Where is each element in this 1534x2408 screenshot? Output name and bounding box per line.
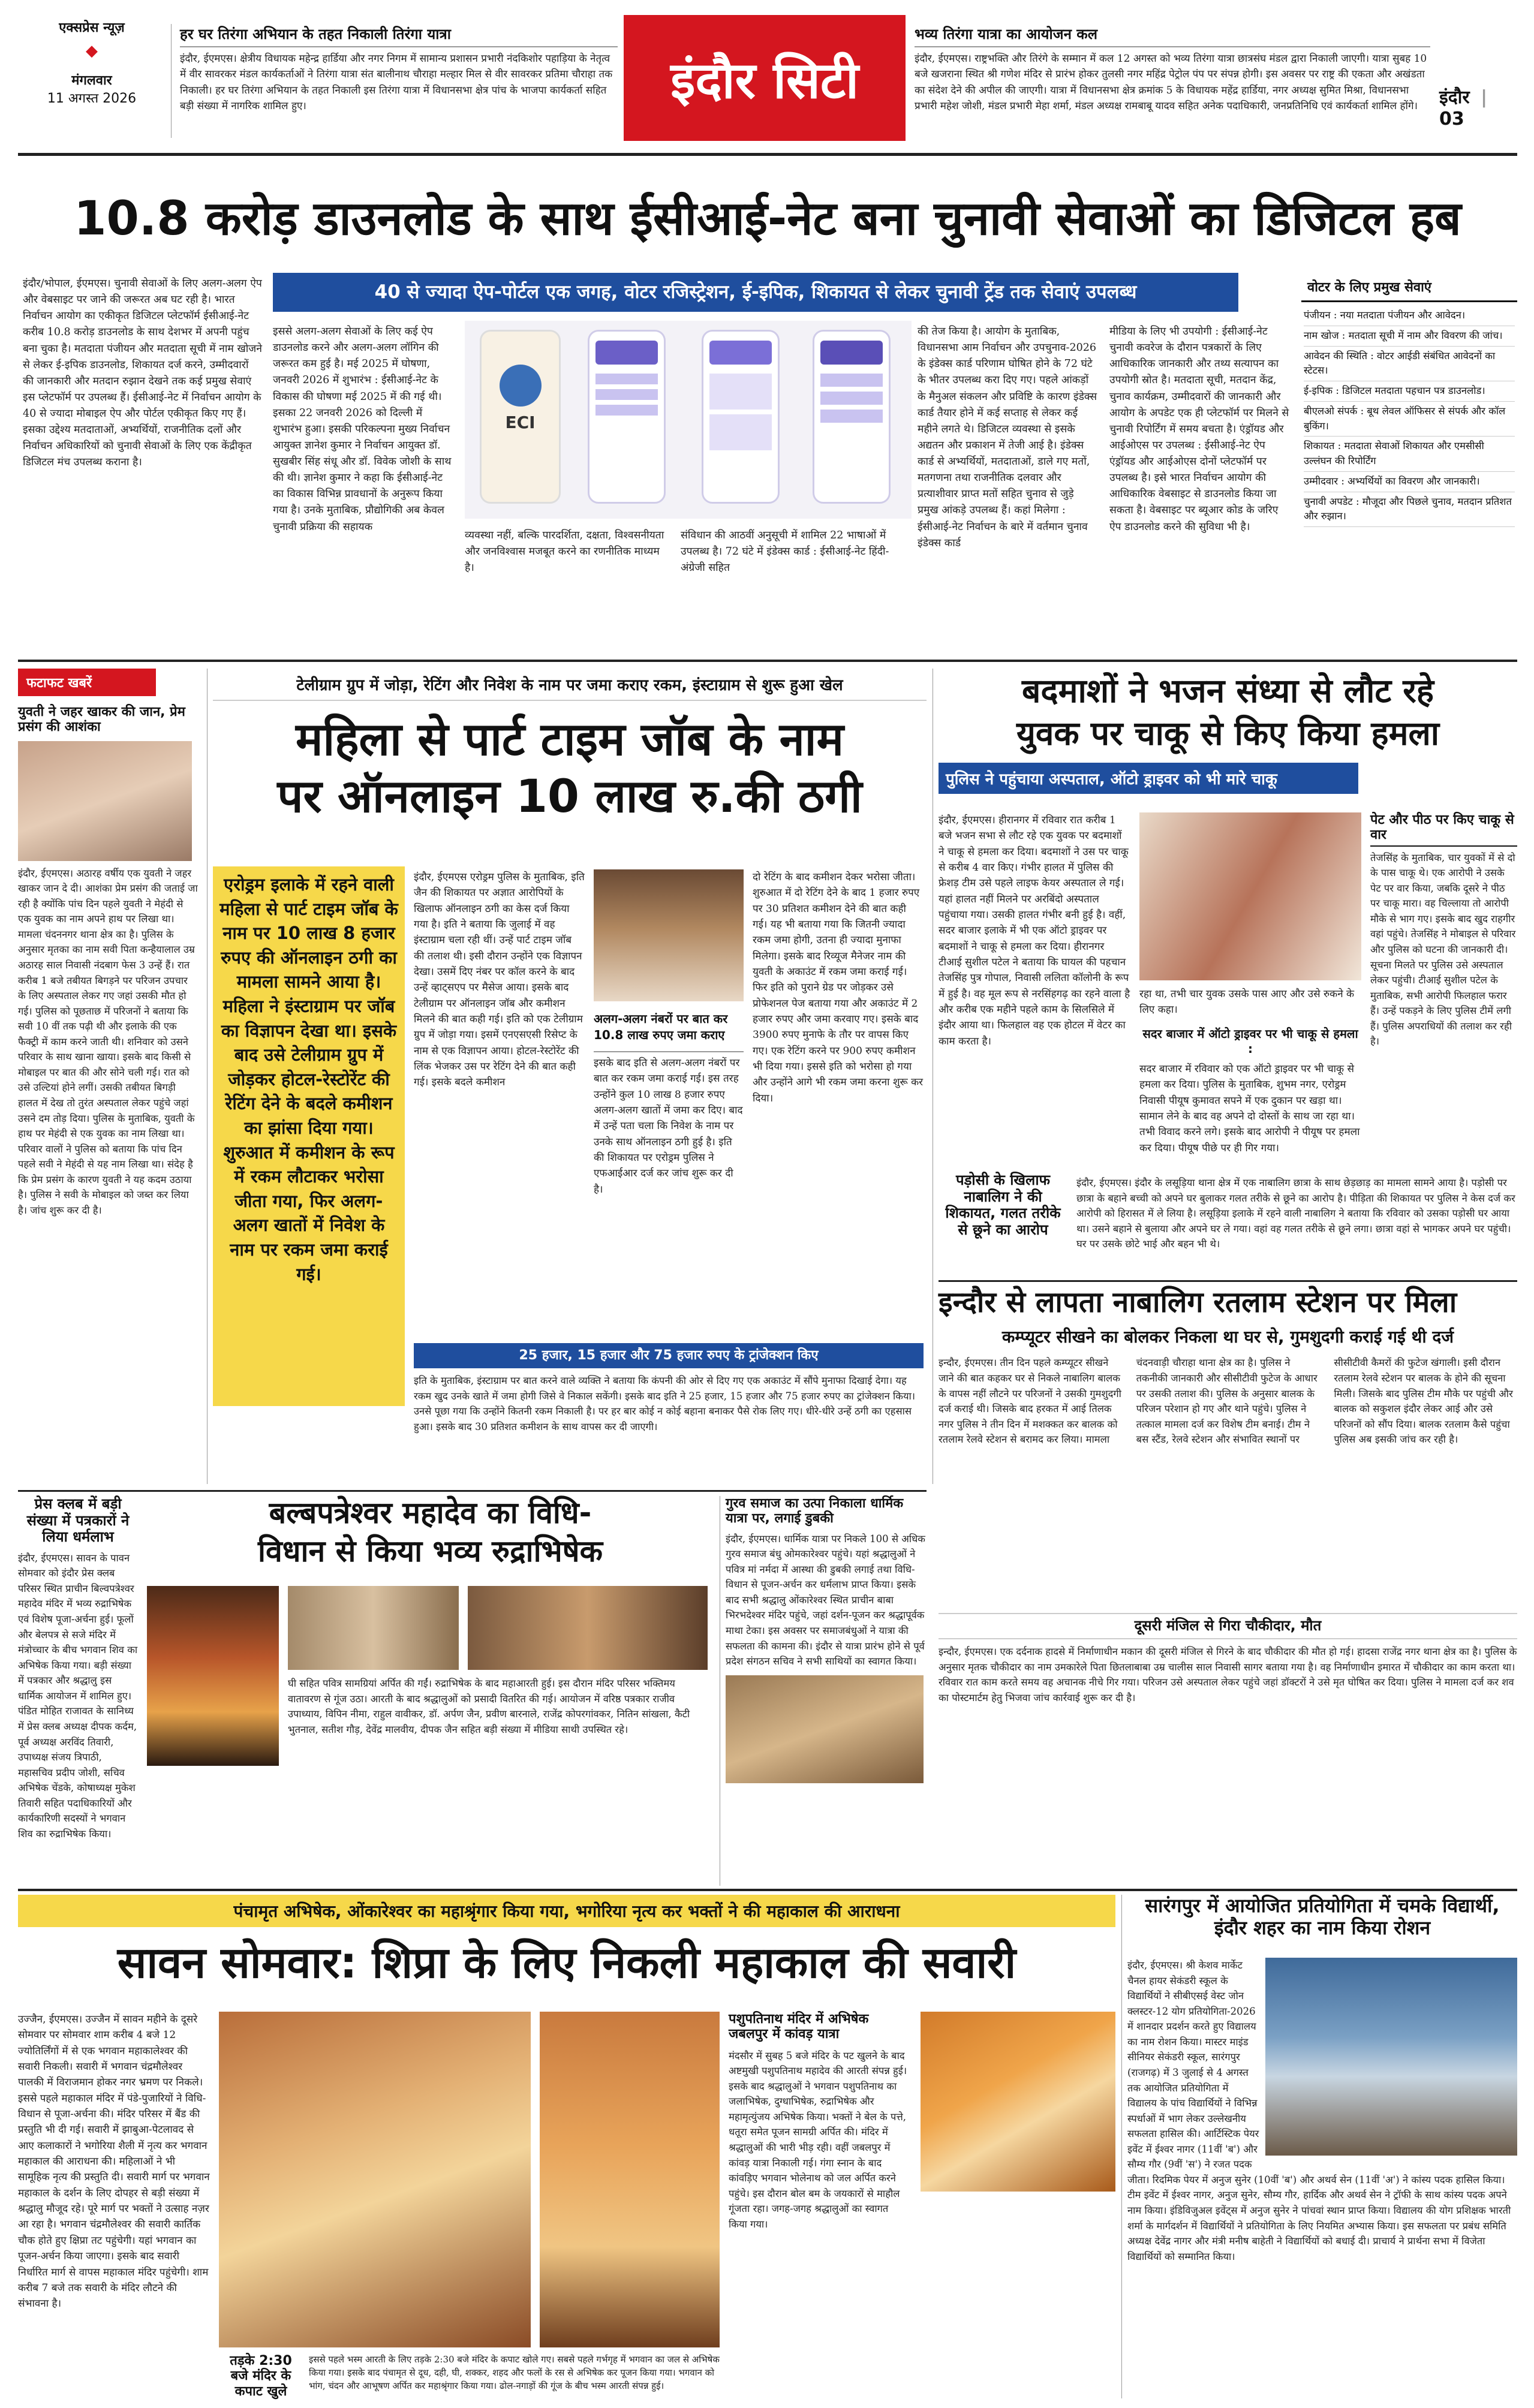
fraud-story	[213, 669, 927, 1484]
brief-title: भव्य तिरंगा यात्रा का आयोजन कल	[915, 24, 1430, 47]
fatafat-photo	[18, 741, 192, 861]
fatafat-text: इंदौर, ईएमएस। अठारह वर्षीय एक युवती ने जहर खाकर जान दे दी। आशंका प्रेम प्रसंग की जताई जा रही है क्योंकि पांच दिन पहले युवती ने मेहंदी से एक युवक का नाम अपने हाथ पर लिखा था। मामला चंदननगर थाना क्षेत्र का है। पुलिस के अनुसार मृतका का नाम सवी पिता कन्हैयालाल उम्र अठारह साल निवासी नंदबाग फेस 3 उन्हें हैं। रात करीब 1 बजे तबीयत बिगड़ने पर परिजन उपचार के लिए अस्पताल लेकर गए जहां उसकी मौत हो गई। पुलिस को पूछताछ में परिजनों ने बताया कि सवी 10 वीं तक पढ़ी थी और इलाके की एक फैक्ट्री में काम करने जाती थी। शनिवार को उसने परिवार के साथ खाना खाया। इसके बाद किसी से मोबाइल पर बात की और सोने चली गई। रात को उसे उल्टियां होने लगीं। उसकी तबीयत बिगड़ी हालत में देख तो तुरंत अस्पताल लेकर पहुंचे जहां उसने दम तोड़ दिया। पुलिस के मुताबिक, युवती के हाथ पर मेहंदी से एक युवक का नाम लिखा था। परिवार वालों ने पुलिस को बताया कि पांच दिन पहले सवी ने मेहंदी से यह नाम लिखा था। संदेह है कि प्रेम प्रसंग के कारण युवती ने यह कदम उठाया है। पुलिस ने सवी के मोबाइल को जब्त कर लिया है। जांच शुरू कर दी है।	[18, 867, 198, 1216]
mahakal-photo-1	[219, 2012, 531, 2347]
sarangpur-text: इंदौर, ईएमएस। श्री केशव मार्केट चैनल हायर सेकंडरी स्कूल के विद्यार्थियों ने सीबीएसई वेस्ट जोन क्लस्टर-12 योग प्रतियोगिता-2026 में शानदार प्रदर्शन करते हुए विद्यालय का नाम रोशन किया। मास्टर माइंड सीनियर सेकंडरी स्कूल, सारंगपुर (राजगढ़) में 3 जुलाई से 4 अगस्त तक आयोजित प्रतियोगिता में विद्यालय के पांच विद्यार्थियों ने विभिन्न स्पर्धाओं में भाग लेकर उल्लेखनीय सफलता हासिल की। आर्टिस्टिक पेयर इवेंट में ईश्वर नागर (11वीं 'ब') और सौम्य गौर (9वीं 'स') ने रजत पदक जीता। रिदमिक पेयर में अनुज सुनेर (10वीं 'ब') और अथर्व सेन (11वीं 'अ') ने कांस्य पदक हासिल किया। टीम इवेंट में ईश्वर नागर, अनुज सुनेर, सौम्य गौर, हार्दिक और अथर्व सेन ने ट्रॉफी के साथ कांस्य पदक अपने नाम किया। इंडिविजुअल इवेंट्स में अनुज सुनेर ने पांचवां स्थान प्राप्त किया। विद्यालय की योग प्रशिक्षक भारती शर्मा के मार्गदर्शन में विद्यार्थियों ने प्रतियोगिता के लिए नियमित अभ्यास किया। इस सफलता पर प्रबंध समिति अध्यक्ष देवेंद्र नागर और मंत्री मनीष बाहेती ने विद्यार्थियों को बधाई दी। प्राचार्य ने प्रार्थना सभा में विजेता विद्यार्थियों को सम्मानित किया।	[1127, 1959, 1511, 2262]
stab-col3: सदर बाजार में रविवार को एक ऑटो ड्राइवर पर भी चाकू से हमला कर दिया। पुलिस के मुताबिक, शुभम नगर, एरोड्रम निवासी पीयूष कुमावत सपने में एक दुकान पर खड़ा था। सामान लेने के बाद वह अपने दो दोस्तों के साथ जा रहा था। तभी विवाद करने लगे। इसके बाद आरोपी ने पीयूष पर हमला कर दिया। पीयूष पीछे पर ही गिर गया।	[1139, 1063, 1360, 1154]
fraud-col3: इसके बाद इति से अलग-अलग नंबरों पर बात कर रकम जमा कराई गई। इस तरह उन्होंने कुल 10 लाख 8 हजार रुपए अलग-अलग खातों में जमा कर दिए। बाद में उन्हें पता चला कि निवेश के नाम पर उनके साथ ऑनलाइन ठगी हुई है। इति की शिकायत पर एरोड्रम पुलिस ने एफआईआर दर्ज कर जांच शुरू कर दी है।	[594, 1057, 743, 1196]
fraud-bar-text: इति के मुताबिक, इंस्टाग्राम पर बात करने वाले व्यक्ति ने बताया कि कंपनी की ओर से दिए गए एक अकाउंट में सौंपे मुनाफा दिखाई देगा। यह रकम खुद उनके खाते में जमा होगी जिसे वे निकाल सकेंगी। इसके बाद इति ने 25 हजार, 15 हजार और 75 हजार रुपए का ट्रांजेक्शन किया। उनसे पूछा गया कि उन्होंने कितनी रकम निकाली है। पर हर बार कोई न कोई बहाना बनाकर पैसे रोक लिए गए। धीरे-धीरे उन्हें ठगी का एहसास हुआ। इसके बाद 30 प्रतिशत कमीशन के साथ वापस कर दी जाएगी।	[414, 1375, 916, 1432]
phone-screen	[813, 330, 891, 504]
sarangpur-headline: सारंगपुर में आयोजित प्रतियोगिता में चमके विद्यार्थी, इंदौर शहर का नाम किया रोशन	[1145, 1894, 1500, 1939]
voter-service-item: आवेदन की स्थिति : वोटर आईडी संबंधित आवेदनों का स्टेटस।	[1304, 347, 1515, 382]
fraud-headline-2: पर ऑनलाइन 10 लाख रु.की ठगी	[277, 769, 862, 823]
stab-side-text: तेजसिंह के मुताबिक, चार युवकों में से दो के पास चाकू थे। एक आरोपी ने उसके पेट पर वार किया, जबकि दूसरे ने पीठ पर चाकू मारा। वह चिल्लाया तो आरोपी मौके से भाग गए। इसके बाद खुद राहगीर वहां पहुंचे। तेजसिंह ने मोबाइल से परिवार और पुलिस को घटना की जानकारी दी। सूचना मिलते पर पुलिस उसे अस्पताल लेकर पहुंची। टीआई सुशील पटेल के मुताबिक, सभी आरोपी फिलहाल फरार हैं। उन्हें पकड़ने के लिए पुलिस टीमें लगी हैं। पुलिस अपराधियों की तलाश कर रही है।	[1370, 851, 1516, 1048]
mahakal-story	[18, 1895, 1115, 2398]
stab-subhead: पुलिस ने पहुंचाया अस्पताल, ऑटो ड्राइवर को भी मारे चाकू	[939, 763, 1358, 794]
pashupati-photo	[921, 2012, 1115, 2192]
voter-service-item: पंजीयन : नया मतदाता पंजीयन और आवेदन।	[1304, 306, 1515, 326]
section-title: इंदौर सिटी	[670, 50, 859, 110]
voter-service-item: उम्मीदवार : अभ्यर्थियों का विवरण और जानकारी।	[1304, 472, 1515, 492]
brand-dots-icon: ◆	[86, 42, 98, 60]
guru-title: गुरव समाज का उत्पा निकाला धार्मिक यात्रा पर, लगाई डुबकी	[726, 1496, 904, 1527]
eci-col1: इंदौर/भोपाल, ईएमएस। चुनावी सेवाओं के लिए अलग-अलग ऐप और वेबसाइट पर जाने की जरूरत अब घट रही है। भारत निर्वाचन आयोग का एकीकृत डिजिटल प्लेटफॉर्म ईसीआई-नेट करीब 10.8 करोड़ डाउनलोड के साथ देशभर में अपनी पहुंच बना चुका है। मतदाता पंजीयन और मतदाता सूची में नाम खोजने से लेकर ई-इपिक डाउनलोड, शिकायत दर्ज करने, उम्मीदवारों की जानकारी और मतदान रुझान देखने तक कई प्रमुख सेवाएं इस प्लेटफॉर्म पर उपलब्ध हैं। ईसीआई-नेट में निर्वाचन आयोग के 40 से ज्यादा मोबाइल ऐप और पोर्टल एकीकृत किए गए हैं। इसका उद्देश्य मतदाताओं, अभ्यर्थियों, राजनीतिक दलों और निर्वाचन अधिकारियों को चुनावी सेवाओं के लिए एक केंद्रीकृत डिजिटल मंच उपलब्ध कराना है।	[23, 278, 262, 469]
eci-app-screens	[465, 321, 912, 519]
eci-col4: संविधान की आठवीं अनुसूची में शामिल 22 भाषाओं में उपलब्ध है। 72 घंटे में इंडेक्स कार्ड : ईसीआई-नेट हिंदी-अंग्रेजी सहित	[681, 529, 889, 574]
phone-screen	[702, 330, 780, 504]
fraud-col1: इंदौर, ईएमएस एरोड्रम पुलिस के मुताबिक, इति जैन की शिकायत पर अज्ञात आरोपियों के खिलाफ ऑनलाइन ठगी का केस दर्ज किया गया है। इति ने बताया कि जुलाई में वह इंस्टाग्राम चला रही थीं। उन्हें पार्ट टाइम जॉब की तलाश थी। इसी दौरान उन्होंने एक विज्ञापन देखा। उसमें दिए नंबर पर कॉल करने के बाद उन्हें व्हाट्सएप पर मैसेज आया। इसके बाद टेलीग्राम पर ऑनलाइन जॉब और कमीशन मिलने की बात कही गई। इति को एक टेलीग्राम ग्रुप में जोड़ा गया। इसमें एनएसएसी रिसेप्ट के नाम से एक विज्ञापन आया। होटल-रेस्टोरेंट की लिंक भेजकर उस पर रेटिंग देने की बात कही गई। इसके बदले कमीशन	[414, 871, 585, 1089]
voter-services-box	[1301, 273, 1517, 651]
fall-title: दूसरी मंजिल से गिरा चौकीदार, मौत	[939, 1613, 1517, 1639]
stab-subhead-2: सदर बाजार में ऑटो ड्राइवर पर भी चाकू से हमला :	[1142, 1027, 1358, 1056]
mahakal-timing-text: इससे पहले भस्म आरती के लिए तड़के 2:30 बजे मंदिर के कपाट खोले गए। सबसे पहले गर्भगृह में भगवान का जल से अभिषेक किया गया। इसके बाद पंचामृत से दूध, दही, घी, शक्कर, शहद और फलों के रस से अभिषेक कर पूजन किया गया। भगवान को भांग, चंदन और आभूषण अर्पित कर महाश्रृंगार किया गया। ढोल-नगाड़ों की गूंज के बीच भस्म आरती संपन्न हुई।	[309, 2354, 720, 2391]
mahakal-kicker: पंचामृत अभिषेक, ओंकारेश्वर का महाश्रृंगार किया गया, भगोरिया नृत्य कर भक्तों ने की महाकाल की आराधना	[18, 1895, 1115, 1927]
stab-col1: इंदौर, ईएमएस। हीरानगर में रविवार रात करीब 1 बजे भजन सभा से लौट रहे एक युवक पर बदमाशों ने चाकू से हमला कर दिया। बदमाशों ने उस पर चाकू से करीब 4 वार किए। गंभीर हालत में पुलिस की फ्रेशड़ टीम उसे पहले लाइफ केयर अस्पताल ले गई। यहां हालत नहीं मिलने पर अरबिंदो अस्पताल पहुंचाया गया। उसकी हालत गंभीर बनी हुई है। वहीं, सदर बाजार इलाके में भी एक ऑटो ड्राइवर पर बदमाशों ने चाकू से हमला कर दिया। हीरानगर टीआई सुशील पटेल ने बताया कि घायल की पहचान तेजसिंह पुत्र गोपाल, निवासी ललिता कॉलोनी के रूप में हुई है। वह मूल रूप से नरसिंहगढ़ का रहने वाला है और करीब एक महीने पहले काम के सिलसिले में इंदौर आया था। फिलहाल वह एक होटल में वेटर का काम करता है।	[939, 814, 1130, 1048]
mahakal-headline: सावन सोमवार: शिप्रा के लिए निकली महाकाल की सवारी	[117, 1937, 1016, 1988]
voter-service-item: बीएलओ संपर्क : बूथ लेवल ऑफिसर से संपर्क और कॉल बुकिंग।	[1304, 402, 1515, 437]
fraud-subhead: अलग-अलग नंबरों पर बात कर 10.8 लाख रुपए जमा कराए	[594, 1010, 744, 1052]
voter-service-item: शिकायत : मतदाता सेवाओं शिकायत और एमसीसी उल्लंघन की रिपोर्टिंग	[1304, 437, 1515, 472]
fraud-bar: 25 हजार, 15 हजार और 75 हजार रुपए के ट्रांजेक्शन किए	[414, 1343, 924, 1368]
section-title-box	[624, 15, 906, 141]
fraud-headline-1: महिला से पार्ट टाइम जॉब के नाम	[296, 712, 844, 766]
issue-day: मंगलवार	[71, 73, 112, 88]
brand-name: एक्सप्रेस न्यूज़	[59, 20, 125, 35]
rudra-headline-2: विधान से किया भव्य रुद्राभिषेक	[258, 1533, 603, 1569]
missing-story	[939, 1286, 1517, 1886]
fatafat-column	[18, 669, 198, 1484]
voter-service-item: ई-इपिक : डिजिटल मतदाता पहचान पत्र डाउनलोड।	[1304, 381, 1515, 402]
rudra-photo-1	[147, 1586, 279, 1766]
eci-col2: इससे अलग-अलग सेवाओं के लिए कई ऐप डाउनलोड करने और अलग-अलग लॉगिन की जरूरत कम हुई है। मई 2025 में घोषणा, जनवरी 2026 में शुभारंभ : ईसीआई-नेट के विकास की घोषणा मई 2025 में की गई थी। इसका 22 जनवरी 2026 को दिल्ली में शुभारंभ हुआ। इसकी परिकल्पना मुख्य निर्वाचन आयुक्त ज्ञानेश कुमार ने निर्वाचन आयुक्त डॉ. सुखबीर सिंह संधू और डॉ. विवेक जोशी के साथ की थी। ज्ञानेश कुमार ने कहा कि ईसीआई-नेट का विकास विभिन्न प्रावधानों के अनुरूप किया गया है। उनके मुताबिक, प्रौद्योगिकी अब केवल चुनावी प्रक्रिया की सहायक	[273, 326, 452, 533]
guru-text: इंदौर, ईएमएस। धार्मिक यात्रा पर निकले 100 से अधिक गुरव समाज बंधु ओमकारेश्वर पहुंचे। यहां श्रद्धालुओं ने पवित्र मां नर्मदा में आस्था की डुबकी लगाई तथा विधि-विधान से पूजन-अर्चन कर धर्मलाभ प्राप्त किया। इसके बाद सभी श्रद्धालु ओंकारेश्वर स्थित प्राचीन बाबा भिरभदेश्वर मंदिर पहुंचे, जहां दर्शन-पूजन कर श्रद्धापूर्वक माथा टेका। इस अवसर पर समाजबंधुओं ने यात्रा की सफलता की कामना की। इंदौर से यात्रा प्रारंभ होने से पूर्व प्रदेश संगठन सचिव ने सभी साथियों का स्वागत किया।	[726, 1533, 925, 1667]
brief-text: इंदौर, ईएमएस। राष्ट्रभक्ति और तिरंगे के सम्मान में कल 12 अगस्त को भव्य तिरंगा यात्रा छात्रसंघ मंडल द्वारा निकाली जाएगी। यात्रा सुबह 10 बजे खजराना स्थित श्री गणेश मंदिर से प्रारंभ होकर तुलसी नगर महिंद्र पेट्रोल पंप पर संपन्न होगी। इस अवसर पर राष्ट्र की एकता और अखंडता का संदेश देने की अपील की जाएगी। यात्रा में विधानसभा क्षेत्र क्रमांक 5 के विधायक महेंद्र हार्डिया, नगर अध्यक्ष सुमित मिश्रा, विधानसभा प्रभारी महेश जोशी, मंडल प्रभारी मेहा शर्मा, मंडल अध्यक्ष रामबाबू यादव सहित अनेक पदाधिकारी, जनप्रतिनिधि एवं कार्यकर्ता शामिल होंगे।	[915, 53, 1427, 113]
brand-block	[23, 18, 161, 138]
voter-services-title: वोटर के लिए प्रमुख सेवाएं	[1301, 273, 1517, 302]
page-number: 03	[1439, 109, 1464, 130]
fraud-kicker: टेलीग्राम ग्रुप में जोड़ा, रेटिंग और निवेश के नाम पर जमा कराए रकम, इंस्टाग्राम से शुरू हुआ खेल	[213, 669, 927, 701]
stab-col2: रहा था, तभी चार युवक उसके पास आए और उसे रुकने के लिए कहा।	[1139, 988, 1355, 1016]
stab-side-title: पेट और पीठ पर किए चाकू से वार	[1370, 812, 1517, 847]
issue-date: 11 अगस्त 2026	[47, 91, 137, 106]
page-marker: इंदौर | 03	[1439, 87, 1488, 130]
city-label: इंदौर	[1439, 87, 1470, 108]
brief-tiranga	[180, 24, 618, 144]
fraud-col2: दो रेटिंग के बाद कमीशन देकर भरोसा जीता। शुरुआत में दो रेटिंग देने के बाद 1 हजार रुपए पर 30 प्रतिशत कमीशन देने की बात कही गई। यह भी बताया गया कि जितनी ज्यादा रकम जमा होगी, उतना ही ज्यादा मुनाफा मिलेगा। इसके बाद रिव्यूज मैनेजर नाम की युवती के अकाउंट में रकम जमा कराई गई। फिर इति को पुराने ग्रेड पर जोड़कर उसे प्रोफेशनल पेज बताया गया और अकाउंट में 2 हजार रुपए और जमा करवाए गए। इसके बाद 3900 रुपए मुनाफे के तौर पर वापस किए गए। एक रेटिंग करने पर 900 रुपए कमीशन भी दिया गया। इससे इति को भरोसा हो गया और उन्होंने आगे भी रकम जमा करना शुरू कर दिया।	[753, 871, 924, 1104]
rudra-text: घी सहित पवित्र सामग्रियां अर्पित की गईं। रुद्राभिषेक के बाद महाआरती हुई। इस दौरान मंदिर परिसर भक्तिमय वातावरण से गूंज उठा। आरती के बाद श्रद्धालुओं को प्रसादी वितरित की गई। आयोजन में वरिष्ठ पत्रकार राजीव उपाध्याय, विपिन नीमा, राहुल वावीकर, डॉ. अर्पण जैन, प्रवीण बारनाले, राजेंद्र कोपरगांवकर, नितिन सांखला, कैटी भुतनाल, सतीश गौड़, देवेंद्र मालवीय, दीपक जैन सहित बड़ी संख्या में मीडिया साथी उपस्थित रहे।	[288, 1678, 690, 1735]
fraud-photo	[594, 869, 744, 1001]
phone-screen	[588, 330, 666, 504]
guru-photo	[726, 1675, 924, 1783]
stab-photo	[1139, 812, 1361, 980]
press-text: इंदौर, ईएमएस। सावन के पावन सोमवार को इंदौर प्रेस क्लब परिसर स्थित प्राचीन बिल्वपत्रेश्वर महादेव मंदिर में भव्य रुद्राभिषेक एवं विशेष पूजा-अर्चना हुई। फूलों और बेलपत्र से सजे मंदिर में मंत्रोच्चार के बीच भगवान शिव का अभिषेक किया गया। बड़ी संख्या में पत्रकार और श्रद्धालु इस धार्मिक आयोजन में शामिल हुए। पंडित मोहित राजावत के सानिध्य में प्रेस क्लब अध्यक्ष दीपक कर्दम, पूर्व अध्यक्ष अरविंद तिवारी, उपाध्यक्ष संजय त्रिपाठी, महासचिव प्रदीप जोशी, सचिव अभिषेक चेंडके, कोषाध्यक्ष मुकेश तिवारी सहित पदाधिकारियों और कार्यकारिणी सदस्यों ने भगवान शिव का रुद्राभिषेक किया।	[18, 1552, 138, 1840]
eci-subhead: 40 से ज्यादा ऐप-पोर्टल एक जगह, वोटर रजिस्ट्रेशन, ई-इपिक, शिकायत से लेकर चुनावी ट्रेंड तक सेवाएं उपलब्ध	[273, 273, 1238, 312]
pashupati-text: मंदसौर में सुबह 5 बजे मंदिर के पट खुलने के बाद अष्टमुखी पशुपतिनाथ महादेव की आरती संपन्न हुई। इसके बाद श्रद्धालुओं ने भगवान पशुपतिनाथ का जलाभिषेक, दुग्धाभिषेक, रुद्राभिषेक और महामृत्युंजय अभिषेक किया। भक्तों ने बेल के पत्ते, धतूरा समेत पूजन सामग्री अर्पित की। मंदिर में श्रद्धालुओं की भारी भीड़ रही। वहीं जबलपुर में कांवड़ यात्रा निकाली गई। गंगा स्नान के बाद कांवड़िए भगवान भोलेनाथ को जल अर्पित करने पहुंचे। इस दौरान बोल बम के जयकारों से माहौल गूंजता रहा। जगह-जगह श्रद्धालुओं का स्वागत किया गया।	[729, 2049, 907, 2230]
eci-headline: 10.8 करोड़ डाउनलोड के साथ ईसीआई-नेट बना चुनावी सेवाओं का डिजिटल हब	[74, 192, 1461, 246]
eci-col5: की तेज किया है। आयोग के मुताबिक, विधानसभा आम निर्वाचन और उपचुनाव-2026 के इंडेक्स कार्ड परिणाम घोषित होने के 72 घंटे के भीतर उपलब्ध करा दिए गए। पहले आंकड़ों के मैनुअल संकलन और प्रविष्टि के कारण इंडेक्स कार्ड तैयार होने में कई सप्ताह से लेकर कई महीने लगते थे। डिजिटल व्यवस्था से इसके अद्यतन और प्रकाशन में तेजी आई है। इंडेक्स कार्ड से अभ्यर्थियों, मतदाताओं, डाले गए मतों, मतगणना तथा राजनीतिक दलवार और प्रत्याशीवार प्राप्त मतों सहित चुनाव से जुड़े प्रमुख आंकड़े उपलब्ध हैं। कहां मिलेगा : ईसीआई-नेट निर्वाचन के बारे में वर्तमान चुनाव इंडेक्स कार्ड	[918, 326, 1097, 549]
fatafat-label: फटाफट खबरें	[18, 669, 156, 696]
stab-headline-1: बदमाशों ने भजन संध्या से लौट रहे	[1022, 672, 1434, 710]
phone-label: ECI	[505, 413, 536, 432]
eci-col3: व्यवस्था नहीं, बल्कि पारदर्शिता, दक्षता, विश्वसनीयता और जनविश्वास मजबूत करने का रणनीतिक माध्यम है।	[465, 529, 664, 574]
stab-headline-2: युवक पर चाकू से किए किया हमला	[1016, 714, 1440, 753]
brief-title: हर घर तिरंगा अभियान के तहत निकाली तिरंगा यात्रा	[180, 24, 618, 47]
voter-service-item: चुनावी अपडेट : मौजूदा और पिछले चुनाव, मतदान प्रतिशत और रुझान।	[1304, 492, 1515, 528]
missing-subhead: कम्प्यूटर सीखने का बोलकर निकला था घर से, गुमशुदगी कराई गई थी दर्ज	[1001, 1327, 1454, 1347]
voter-service-item: नाम खोज : मतदाता सूची में नाम और विवरण की जांच।	[1304, 326, 1515, 347]
stab-story	[939, 669, 1517, 1274]
press-title: प्रेस क्लब में बड़ी संख्या में पत्रकारों ने लिया धर्मलाभ	[26, 1495, 130, 1546]
press-club	[18, 1496, 138, 1886]
eci-col6: मीडिया के लिए भी उपयोगी : ईसीआई-नेट चुनावी कवरेज के दौरान पत्रकारों के लिए आधिकारिक जानकारी और तथ्य सत्यापन का उपयोगी स्रोत है। मतदाता सूची, मतदान केंद्र, चुनाव कार्यक्रम, उम्मीदवारों की जानकारी और आयोग के अपडेट एक ही प्लेटफॉर्म पर मिलने से चुनावी रिपोर्टिंग में समय बचता है। एंड्रॉयड और आईओएस पर उपलब्ध : ईसीआई-नेट ऐप एंड्रॉयड और आईओएस दोनों प्लेटफॉर्म पर उपलब्ध है। इसे भारत निर्वाचन आयोग की आधिकारिक वेबसाइट से डाउनलोड किया जा सकता है। वेबसाइट पर ब्यूआर कोड के जरिए ऐप डाउनलोड करने की सुविधा भी है।	[1109, 326, 1289, 533]
pashupati-box	[729, 2012, 1115, 2398]
eci-logo-icon	[500, 365, 542, 407]
rudra-headline-1: बल्बपत्रेश्वर महादेव का विधि-	[269, 1495, 592, 1530]
mahakal-timing-title: तड़के 2:30 बजे मंदिर के कपाट खुले	[230, 2353, 292, 2399]
brief-text: इंदौर, ईएमएस। क्षेत्रीय विधायक महेन्द्र हार्डिया और नगर निगम में सामान्य प्रशासन प्रभारी नंदकिशोर पहाड़िया के नेतृत्व में वीर सावरकर मंडल कार्यकर्ताओं ने तिरंगा यात्रा संत बालीनाथ चौराहा मल्हार मिल से वीर सावरकर प्रतिमा चौराहा तक निकाली। हर घर तिरंगा अभियान के तहत निकाली इस तिरंगा यात्रा में विधानसभा क्षेत्र पांच के भाजपा कार्यकर्ता सहित बड़ी संख्या में नागरिक शामिल हुए।	[180, 53, 613, 113]
rudra-photo-3	[468, 1586, 708, 1670]
mahakal-photo-2	[540, 2012, 720, 2347]
brief-yatra	[915, 24, 1430, 144]
fall-text: इन्दौर, ईएमएस। एक दर्दनाक हादसे में निर्माणाधीन मकान की दूसरी मंजिल से गिरने के बाद चौकीदार की मौत हो गई। हादसा राजेंद्र नगर थाना क्षेत्र का है। पुलिस के अनुसार मृतक चौकीदार का नाम उमकारेले पिता छितलाबाबा उम्र चालीस साल निवासी सागर बताया गया है। वह निर्माणाधीन इमारत में चौकीदार का काम करता था। रविवार रात काम करते समय वह अचानक नीचे गिर गया। परिजन उसे अस्पताल लेकर पहुंचे जहां डॉक्टरों ने उसे मृत घोषित कर दिया। पुलिस ने मामला दर्ज कर शव का पोस्टमार्टम हेतु भिजवा जांच कार्रवाई शुरू कर दी है।	[939, 1645, 1517, 1703]
phone-screen	[480, 330, 561, 504]
mahakal-text: उज्जैन, ईएमएस। उज्जैन में सावन महीने के दूसरे सोमवार पर सोमवार शाम करीब 4 बजे 12 ज्योतिर्लिंगों में से एक भगवान महाकालेश्वर की सवारी निकली। सवारी में भगवान चंद्रमौलेश्वर पालकी में विराजमान होकर नगर भ्रमण पर निकले। इससे पहले महाकाल मंदिर में पंडे-पुजारियों ने विधि-विधान से पूजा-अर्चना की। मंदिर परिसर में बैंड की प्रस्तुति भी दी गई। सवारी में झाबुआ-पेटलावद से आए कलाकारों ने भगोरिया शैली में नृत्य कर भगवान महाकाल की आराधना की। महिलाओं ने भी सामूहिक नृत्य की प्रस्तुति दी। सवारी मार्ग पर भगवान महाकाल के दर्शन के लिए दोपहर से बड़ी संख्या में श्रद्धालु मौजूद रहे। पूरे मार्ग पर भक्तों ने उत्साह नज़र आ रहा है। भगवान चंद्रमौलेश्वर की सवारी कार्तिक चौक होते हुए क्षिप्रा तट पहुंचेगी। यहां भगवान का पूजन-अर्चन किया जाएगा। इसके बाद सवारी निर्धारित मार्ग से वापस महाकाल मंदिर पहुंचेगी। शाम करीब 7 बजे तक सवारी के मंदिर लौटने की संभावना है।	[18, 2013, 210, 2310]
missing-headline: इन्दौर से लापता नाबालिग रतलाम स्टेशन पर मिला	[939, 1286, 1457, 1319]
fatafat-title: युवती ने जहर खाकर की जान, प्रेम प्रसंग की आशंका	[18, 705, 185, 735]
missing-text: इन्दौर, ईएमएस। तीन दिन पहले कम्प्यूटर सीखने जाने की बात कहकर घर से निकले नाबालिग बालक के वापस नहीं लौटने पर परिजनों ने उसकी गुमशुदगी दर्ज कराई थी। जिसके बाद हरकत में आई तिलक नगर पुलिस ने तीन दिन में मशक्कत कर बालक को रतलाम रेलवे स्टेशन से बरामद कर लिया। मामला चंदनवाड़ी चौराहा थाना क्षेत्र का है। पुलिस ने तकनीकी जानकारी और सीसीटीवी फुटेज के आधार पर उसकी तलाश की। पुलिस के अनुसार बालक के परिजन परेशान हो गए और थाने पहुंचे। पुलिस ने तत्काल मामला दर्ज कर विशेष टीम बनाई। टीम ने बस स्टैंड, रेलवे स्टेशन और संभावित स्थानों पर सीसीटीवी कैमरों की फुटेज खंगाली। इसी दौरान रतलाम रेलवे स्टेशन पर बालक के होने की सूचना मिली। जिसके बाद पुलिस टीम मौके पर पहुंची और बालक को सकुशल इंदौर लेकर आई और उसे परिजनों को सौंप दिया। बालक रतलाम कैसे पहुंचा पुलिस अब इसकी जांच कर रही है।	[939, 1357, 1513, 1446]
sarangpur-story	[1127, 1895, 1517, 2398]
rudra-photo-2	[288, 1586, 459, 1670]
stab-kidnap-title: पड़ोसी के खिलाफ नाबालिग ने की शिकायत, गलत तरीके से छूने का आरोप	[945, 1172, 1061, 1238]
stab-side-box	[1370, 812, 1517, 1202]
rudra-story	[147, 1496, 714, 1886]
masthead	[0, 0, 1534, 150]
voter-services-list	[1301, 302, 1517, 531]
stab-kidnap-text: इंदौर, ईएमएस। इंदौर के लसूड़िया थाना क्षेत्र में एक नाबालिग छात्रा के साथ छेड़छाड़ का मामला सामने आया है। पड़ोसी पर छात्रा के बहाने बच्ची को अपने घर बुलाकर गलत तरीके से छूने का आरोप है। पीड़िता की शिकायत पर पुलिस ने केस दर्ज कर आरोपी को हिरासत में ले लिया है। लसूड़िया इलाके में रहने वाली नाबालिग ने बताया कि रविवार को उसका पड़ोसी घर आया था। उसने बहाने से बुलाया और अपने घर ले गया। वहां वह गलत तरीके से छूने लगा। छात्रा वहां से भागकर अपने घर पहुंची। घर पर उसके छोटे भाई और बहन भी थे।	[1076, 1177, 1515, 1250]
pashupati-title: पशुपतिनाथ मंदिर में अभिषेक जबलपुर में कांवड़ यात्रा	[729, 2012, 869, 2042]
fraud-quote: एरोड्रम इलाके में रहने वाली महिला से पार्ट टाइम जॉब के नाम पर 10 लाख 8 हजार रुपए की ऑनलाइन ठगी का मामला सामने आया है। महिला ने इंस्टाग्राम पर जॉब का विज्ञापन देखा था। इसके बाद उसे टेलीग्राम ग्रुप में जोड़कर होटल-रेस्टोरेंट की रेटिंग देने के बदले कमीशन का झांसा दिया गया। शुरुआत में कमीशन के रूप में रकम लौटाकर भरोसा जीता गया, फिर अलग-अलग खातों में निवेश के नाम पर रकम जमा कराई गई।	[213, 866, 405, 1406]
guru-story	[726, 1496, 927, 1886]
